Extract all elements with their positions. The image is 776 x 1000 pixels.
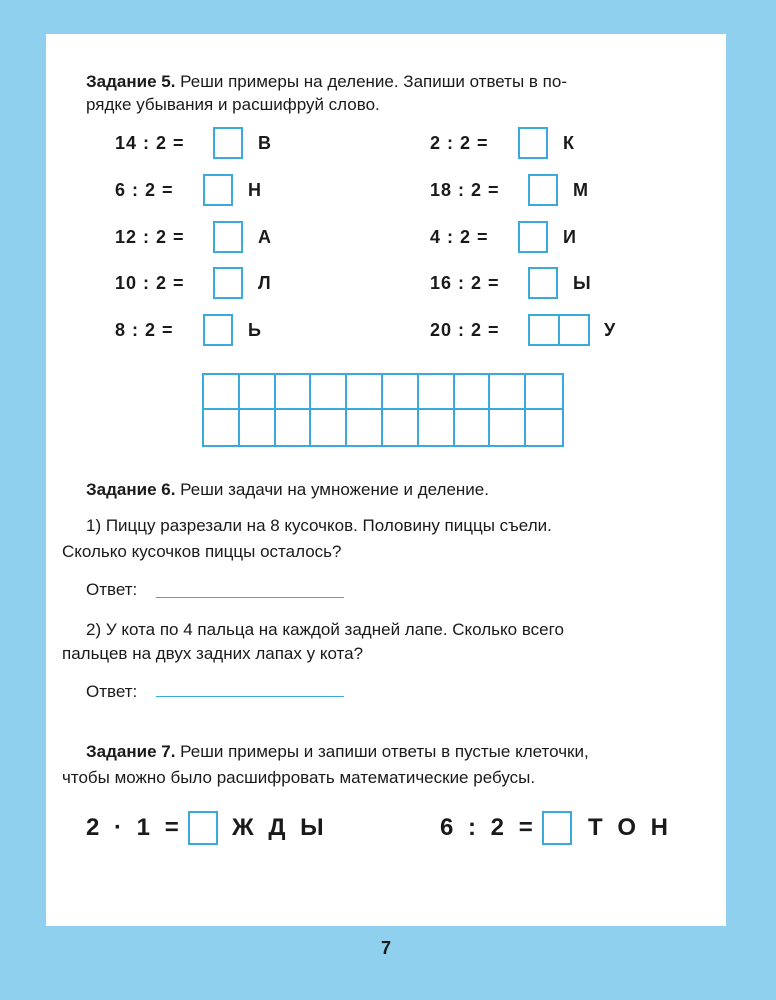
answer-box[interactable] — [518, 221, 548, 253]
example-right-5: 20 : 2 = — [430, 320, 500, 340]
rebus2-answer-box[interactable] — [542, 811, 572, 845]
cipher-letter: Ь — [248, 320, 261, 340]
task5-heading-line1 — [86, 70, 567, 94]
rebus1-expression: 2 · 1 = — [86, 814, 183, 841]
grid-cell[interactable] — [383, 410, 419, 445]
answer-box[interactable] — [528, 174, 558, 206]
task6-heading — [86, 478, 489, 502]
cipher-letter: В — [258, 133, 271, 153]
task5-title: Задание 5. — [86, 72, 176, 91]
answer-box-ones[interactable] — [558, 314, 590, 346]
task5-heading-line2: рядке убывания и расшифруй слово. — [86, 95, 380, 114]
grid-cell[interactable] — [526, 375, 562, 410]
grid-cell[interactable] — [347, 410, 383, 445]
page-number: 7 — [381, 938, 392, 958]
answer1-label: Ответ: — [86, 580, 138, 599]
task6-title: Задание 6. — [86, 480, 176, 499]
grid-cell[interactable] — [383, 375, 419, 410]
example-left-3: 12 : 2 = — [115, 227, 185, 247]
grid-cell[interactable] — [490, 410, 526, 445]
grid-cell[interactable] — [526, 410, 562, 445]
problem2-line1: 2) У кота по 4 пальца на каждой задней лапе. Сколько всего — [86, 620, 564, 639]
answer-box[interactable] — [213, 267, 243, 299]
example-left-4: 10 : 2 = — [115, 273, 185, 293]
grid-cell[interactable] — [240, 375, 276, 410]
example-right-1: 2 : 2 = — [430, 133, 489, 153]
grid-cell[interactable] — [311, 375, 347, 410]
problem1-line2: Сколько кусочков пиццы осталось? — [62, 542, 342, 561]
cipher-letter: А — [258, 227, 271, 247]
task7-title: Задание 7. — [86, 742, 176, 761]
answer2-line[interactable] — [156, 696, 344, 697]
problem1-line1: 1) Пиццу разрезали на 8 кусочков. Половину пиццы съели. — [86, 516, 552, 535]
rebus1-answer-box[interactable] — [188, 811, 218, 845]
problem2-line2: пальцев на двух задних лапах у кота? — [62, 644, 364, 663]
rebus2-word: Т О Н — [588, 814, 672, 841]
task5-text: Реши примеры на деление. Запиши ответы в по- — [180, 72, 567, 91]
cipher-letter: К — [563, 133, 574, 153]
rebus1-word: Ж Д Ы — [232, 814, 328, 841]
answer-box[interactable] — [203, 174, 233, 206]
task6-text: Реши задачи на умножение и деление. — [180, 480, 489, 499]
rebus2-expression: 6 : 2 = — [440, 814, 537, 841]
decoding-grid[interactable] — [202, 373, 564, 447]
cipher-letter: Ы — [573, 273, 591, 293]
grid-cell[interactable] — [455, 375, 491, 410]
grid-cell[interactable] — [347, 375, 383, 410]
example-left-2: 6 : 2 = — [115, 180, 174, 200]
grid-cell[interactable] — [419, 410, 455, 445]
cipher-letter: И — [563, 227, 576, 247]
answer-box[interactable] — [203, 314, 233, 346]
grid-cell[interactable] — [419, 375, 455, 410]
example-left-1: 14 : 2 = — [115, 133, 185, 153]
grid-cell[interactable] — [455, 410, 491, 445]
answer1-line[interactable] — [156, 597, 344, 598]
cipher-letter: Л — [258, 273, 271, 293]
task7-heading-line2: чтобы можно было расшифровать математические ребусы. — [62, 768, 536, 787]
grid-cell[interactable] — [276, 375, 312, 410]
example-right-4: 16 : 2 = — [430, 273, 500, 293]
grid-cell[interactable] — [240, 410, 276, 445]
cipher-letter: М — [573, 180, 588, 200]
cipher-letter: Н — [248, 180, 261, 200]
grid-cell[interactable] — [204, 410, 240, 445]
answer-box[interactable] — [518, 127, 548, 159]
task7-text: Реши примеры и запиши ответы в пустые клеточки, — [180, 742, 589, 761]
task7-heading-line1 — [86, 740, 589, 764]
grid-cell[interactable] — [490, 375, 526, 410]
grid-cell[interactable] — [276, 410, 312, 445]
grid-cell[interactable] — [204, 375, 240, 410]
answer-box-tens[interactable] — [528, 314, 560, 346]
grid-cell[interactable] — [311, 410, 347, 445]
answer2-label: Ответ: — [86, 682, 138, 701]
answer-box[interactable] — [213, 127, 243, 159]
example-left-5: 8 : 2 = — [115, 320, 174, 340]
cipher-letter: У — [604, 320, 616, 340]
answer-box[interactable] — [213, 221, 243, 253]
answer-box[interactable] — [528, 267, 558, 299]
example-right-3: 4 : 2 = — [430, 227, 489, 247]
example-right-2: 18 : 2 = — [430, 180, 500, 200]
